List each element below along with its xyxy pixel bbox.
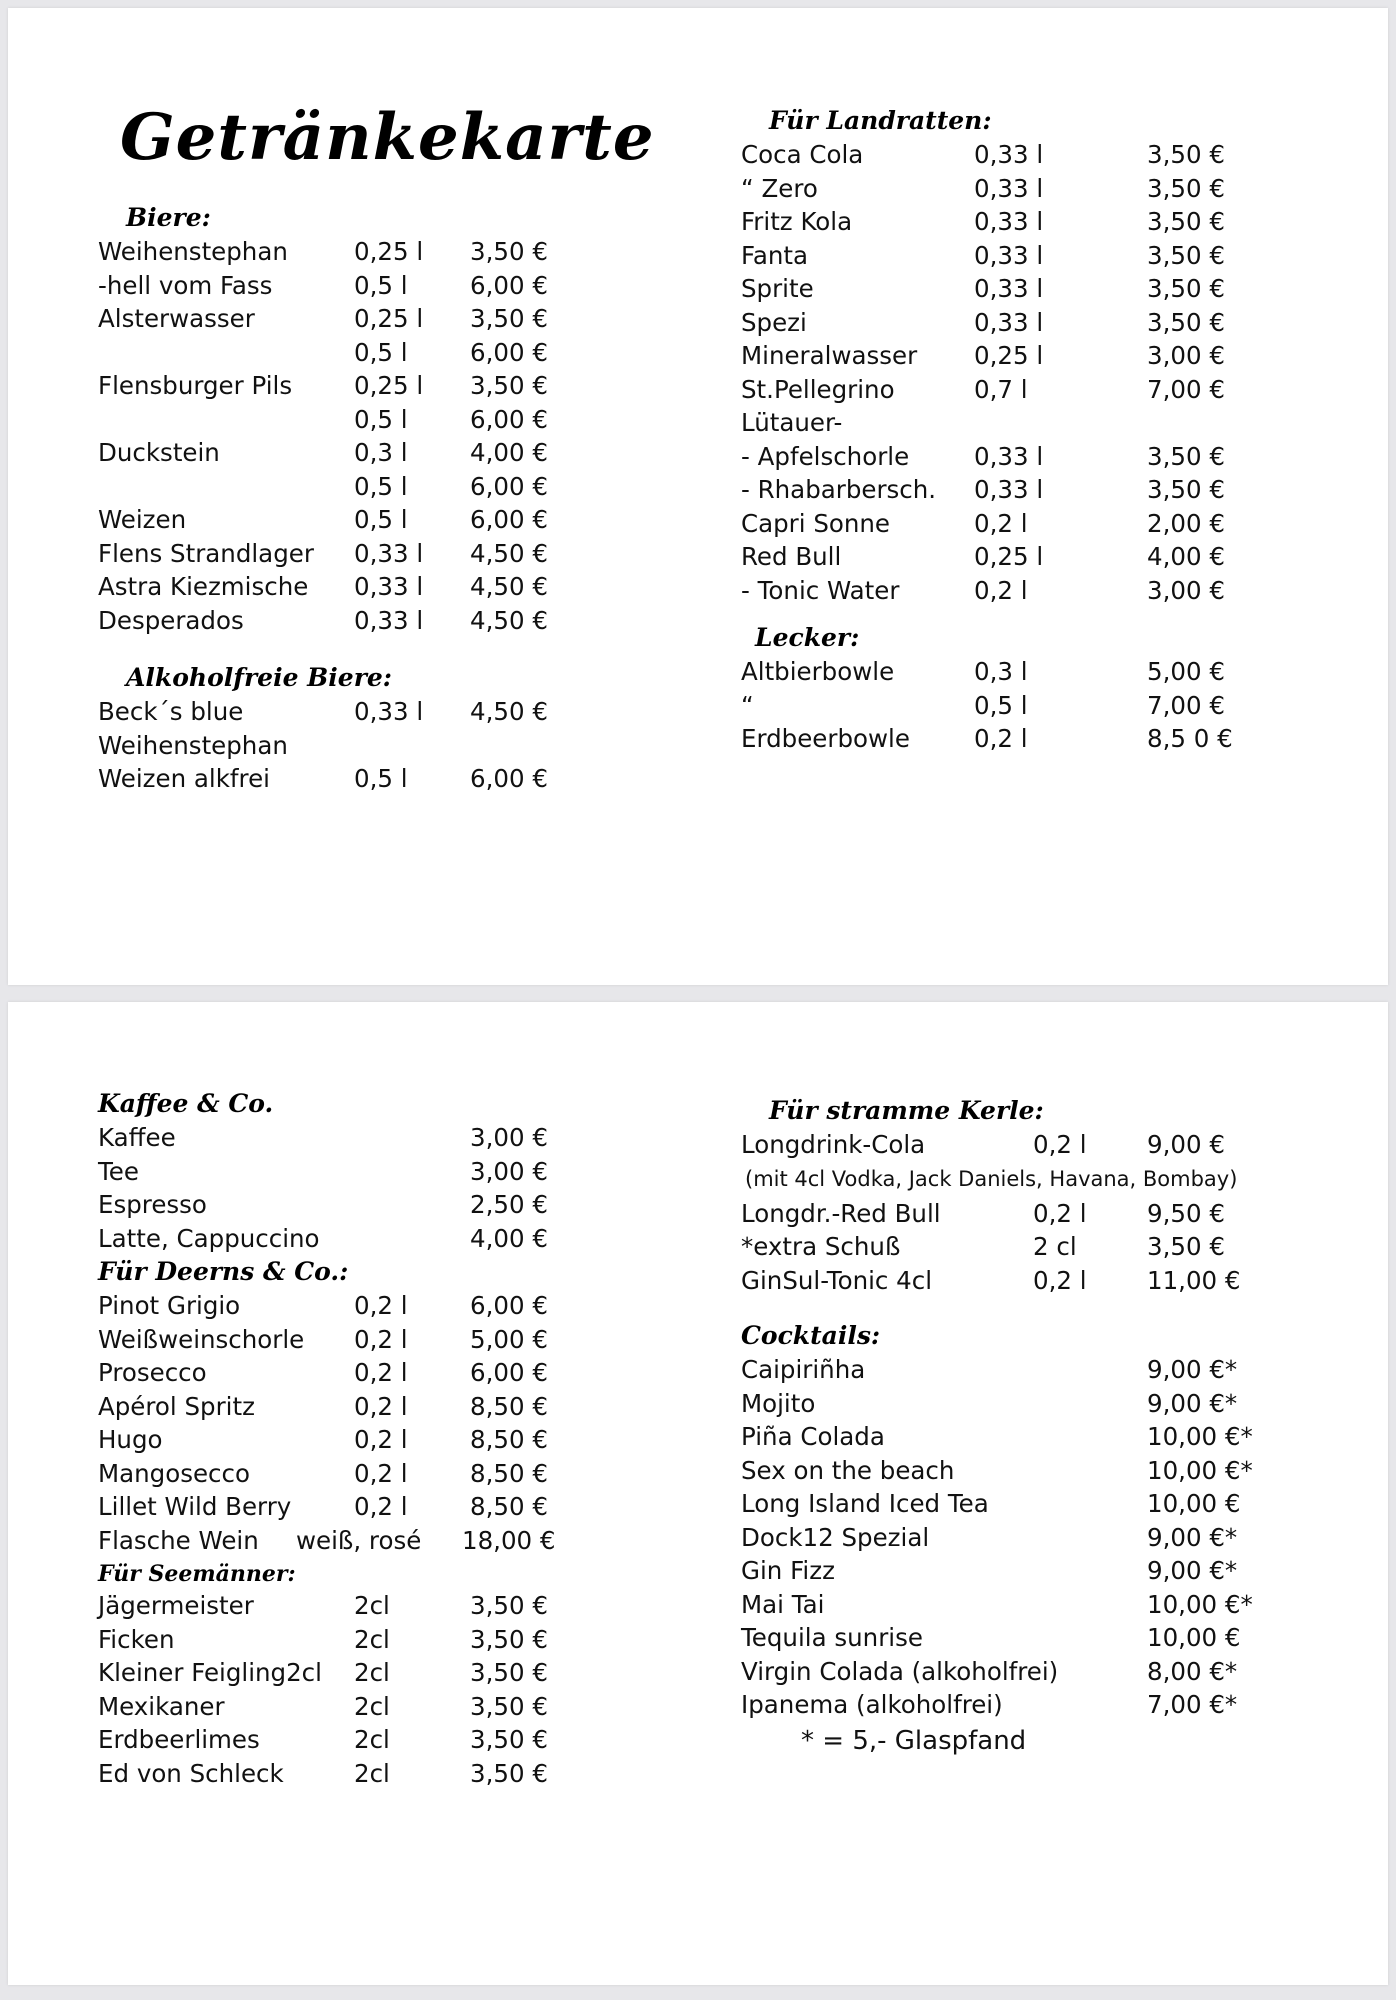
list-item [98,537,658,571]
section-heading-seemaenner: Für Seemänner: [98,1561,296,1587]
item-name: Sprite [741,274,814,303]
item-size: 0,3 l [354,438,408,467]
item-name: - Rhabarbersch. [741,475,937,504]
item-price: 10,00 €* [1147,1422,1253,1451]
list-item [98,1757,658,1791]
item-price: 4,50 € [470,572,548,601]
list-item [98,762,658,796]
item-size: 0,33 l [354,538,424,568]
item-price: 3,50 € [470,304,548,333]
list-item [741,1264,1361,1298]
item-name: Dock12 Spezial [741,1522,930,1552]
item-price: 9,00 € [1147,1130,1225,1159]
cocktails-list [741,1353,1361,1722]
item-name: Weißweinschorle [98,1324,305,1354]
item-name: Mexikaner [98,1691,225,1721]
list-item [98,1690,658,1724]
item-name: Apérol Spritz [98,1391,255,1421]
list-item [98,302,658,336]
list-item [741,1655,1361,1689]
item-name: GinSul-Tonic 4cl [741,1265,933,1295]
item-name: Ficken [98,1624,175,1654]
item-size: 0,5 l [354,404,408,434]
item-price: 9,00 €* [1147,1522,1238,1552]
item-size: 0,2 l [354,1492,408,1521]
item-name: Hugo [98,1425,163,1454]
list-item [741,689,1361,723]
list-item [98,1289,658,1323]
item-price: 3,50 € [1147,274,1225,303]
item-name: Altbierbowle [741,657,895,686]
item-name: Mineralwasser [741,341,918,370]
item-price: 3,50 € [1147,307,1225,337]
list-item [741,473,1361,507]
item-name: Weizen [98,505,187,534]
item-name: Latte, Cappuccino [98,1223,320,1253]
item-name: St.Pellegrino [741,374,895,404]
list-item [98,1155,658,1189]
item-price: 7,00 € [1147,374,1225,404]
item-price: 8,50 € [470,1391,548,1421]
section-heading-landratten: Für Landratten: [769,106,992,135]
item-size: weiß, rosé [296,1525,422,1555]
item-size: 0,2 l [354,1324,408,1354]
right-column-top [741,104,1361,756]
item-size: 0,25 l [354,237,424,266]
item-size: 0,2 l [974,508,1028,538]
item-size: 0,7 l [974,374,1028,404]
list-item [741,272,1361,306]
list-item [741,1621,1361,1655]
list-item [741,1197,1361,1231]
item-size: 0,33 l [974,207,1044,236]
landratten-list [741,138,1361,607]
item-price: 3,50 € [1147,207,1225,236]
list-item [98,1723,658,1757]
item-name: Longdrink-Cola [741,1130,926,1159]
item-price: 9,00 €* [1147,1388,1238,1418]
item-size: 0,33 l [974,307,1044,337]
item-name: “ Zero [741,173,818,203]
list-item [741,138,1361,172]
item-price: 3,50 € [1147,441,1225,471]
item-price: 9,00 €* [1147,1556,1238,1585]
item-name: Spezi [741,307,807,337]
left-column-bottom [98,1087,658,1790]
item-name: Desperados [98,605,244,635]
section-heading-kerle: Für stramme Kerle: [769,1096,1044,1125]
list-item [741,172,1361,206]
list-item [98,1121,658,1155]
item-size: 0,2 l [974,724,1028,753]
item-price: 4,00 € [470,1223,548,1253]
item-name: Sex on the beach [741,1455,955,1485]
item-size: 0,2 l [354,1291,408,1320]
item-size: 0,25 l [974,341,1044,370]
left-column-top [98,201,658,796]
item-name: Mangosecco [98,1458,250,1488]
item-size: 0,5 l [354,471,408,501]
item-price: 6,00 € [470,404,548,434]
kaffee-list [98,1121,658,1255]
item-price: 4,00 € [1147,542,1225,571]
list-item [98,1323,658,1357]
deerns-list [98,1289,658,1524]
item-name: Lütauer- [741,408,843,437]
item-size: 0,2 l [354,1358,408,1387]
item-name: Flens Strandlager [98,538,314,568]
item-price: 3,50 € [470,1624,548,1654]
list-item [98,1222,658,1256]
item-size: 0,33 l [354,605,424,635]
item-price: 4,50 € [470,538,548,568]
item-size: 2cl [354,1725,390,1754]
list-item [741,339,1361,373]
item-price: 8,5 0 € [1147,724,1233,753]
item-price: 5,00 € [470,1324,548,1354]
item-size: 2cl [354,1758,390,1788]
item-price: 3,50 € [470,1725,548,1754]
list-item [741,1521,1361,1555]
list-item [741,1420,1361,1454]
list-item [741,655,1361,689]
item-name: Astra Kiezmische [98,572,309,601]
item-price: 3,00 € [470,1123,548,1152]
list-item [98,1656,658,1690]
item-price: 8,00 €* [1147,1656,1238,1686]
item-size: 0,25 l [974,542,1044,571]
item-price: 6,00 € [470,1358,548,1387]
item-size: 0,3 l [974,657,1028,686]
item-name: Mojito [741,1388,816,1418]
list-item [98,1356,658,1390]
item-price: 10,00 € [1147,1623,1241,1652]
list-item [98,695,658,729]
item-name: Ed von Schleck [98,1758,284,1788]
item-price: 3,50 € [470,1658,548,1687]
list-item [741,1454,1361,1488]
list-item [741,440,1361,474]
item-name: Red Bull [741,542,842,571]
item-size: 0,33 l [354,572,424,601]
item-price: 10,00 € [1147,1489,1241,1518]
item-size: 2cl [354,1624,390,1654]
item-name: Duckstein [98,438,220,467]
list-item [741,373,1361,407]
item-price: 18,00 € [462,1525,556,1555]
item-price: 3,00 € [1147,575,1225,605]
item-size: 2 cl [1033,1232,1077,1261]
list-item [98,503,658,537]
item-name: Ipanema (alkoholfrei) [741,1690,1003,1719]
list-item [741,1128,1361,1162]
list-item [741,540,1361,574]
item-price: 8,50 € [470,1425,548,1454]
list-item [98,729,658,763]
list-item [98,235,658,269]
item-price: 2,00 € [1147,508,1225,538]
list-item [741,1588,1361,1622]
item-name: Mai Tai [741,1589,825,1619]
item-price: 6,00 € [470,337,548,367]
item-price: 3,00 € [470,1156,548,1186]
item-price: 6,00 € [470,270,548,300]
item-price: 3,50 € [470,1691,548,1721]
item-size: 0,33 l [974,240,1044,270]
list-item [98,570,658,604]
list-item [98,1623,658,1657]
item-size: 2cl [354,1658,390,1687]
list-item [741,1554,1361,1588]
item-name: *extra Schuß [741,1232,901,1261]
menu-title: Getränkekarte [120,100,655,175]
item-price: 8,50 € [470,1492,548,1521]
item-name: Alsterwasser [98,304,255,333]
item-name: Longdr.-Red Bull [741,1198,941,1228]
section-heading-alkoholfrei: Alkoholfreie Biere: [126,663,393,692]
item-name: Jägermeister [98,1591,254,1620]
item-price: 6,00 € [470,471,548,501]
item-size: 0,33 l [974,173,1044,203]
item-size: 0,33 l [974,441,1044,471]
item-name: Tequila sunrise [741,1623,923,1652]
item-name: Coca Cola [741,140,864,169]
seemaenner-list [98,1589,658,1790]
longdrink-note: (mit 4cl Vodka, Jack Daniels, Havana, Bombay) [745,1166,1238,1191]
list-item [98,403,658,437]
list-item [98,1390,658,1424]
item-size: 0,2 l [354,1458,408,1488]
item-name: Weihenstephan [98,730,288,760]
item-name: -hell vom Fass [98,270,273,300]
item-size: 0,33 l [974,274,1044,303]
item-name: Lillet Wild Berry [98,1492,292,1521]
item-price: 6,00 € [470,505,548,534]
section-heading-biere: Biere: [126,203,211,232]
list-item [741,1688,1361,1722]
item-size: 0,25 l [354,371,424,400]
item-price: 9,50 € [1147,1198,1225,1228]
item-name: Kleiner Feigling2cl [98,1658,322,1687]
item-name: Capri Sonne [741,508,891,538]
item-name: Long Island Iced Tea [741,1489,989,1518]
item-size: 0,33 l [974,475,1044,504]
item-price: 9,00 €* [1147,1355,1238,1384]
item-size: 0,2 l [354,1391,408,1421]
list-item [741,1387,1361,1421]
list-item [98,1524,658,1558]
list-item [98,1423,658,1457]
item-name: Flensburger Pils [98,371,293,400]
item-price: 10,00 €* [1147,1589,1253,1619]
item-size: 0,2 l [1033,1130,1087,1159]
item-price: 3,50 € [1147,1232,1225,1261]
list-item [98,1188,658,1222]
item-name: Espresso [98,1190,207,1219]
item-price: 2,50 € [470,1190,548,1219]
list-item [98,1589,658,1623]
item-size: 2cl [354,1591,390,1620]
item-name: Beck´s blue [98,697,244,726]
menu-page-1 [8,8,1388,985]
list-item [741,722,1361,756]
item-size: 0,2 l [1033,1198,1087,1228]
right-column-bottom [741,1094,1361,1760]
item-price: 3,50 € [470,1591,548,1620]
item-price: 3,50 € [1147,140,1225,169]
item-name: Caipiriñha [741,1355,866,1384]
item-size: 0,5 l [354,505,408,534]
list-item [741,507,1361,541]
list-item [98,604,658,638]
list-item [741,406,1361,440]
item-name: Fritz Kola [741,207,853,236]
item-price: 4,00 € [470,438,548,467]
lecker-list [741,655,1361,756]
item-name: Erdbeerlimes [98,1725,260,1754]
glaspfand-footnote: * = 5,- Glaspfand [801,1725,1027,1756]
list-item [741,1487,1361,1521]
section-heading-kaffee: Kaffee & Co. [98,1089,274,1118]
item-size: 2cl [354,1691,390,1721]
section-heading-lecker: Lecker: [755,623,860,652]
alkoholfrei-list [98,695,658,796]
item-size: 0,2 l [354,1425,408,1454]
item-price: 6,00 € [470,1291,548,1320]
section-heading-deerns: Für Deerns & Co.: [98,1257,349,1286]
list-item [741,239,1361,273]
item-size: 0,33 l [354,697,424,726]
item-name: - Apfelschorle [741,441,910,471]
item-price: 3,50 € [1147,173,1225,203]
item-price: 3,50 € [470,371,548,400]
item-name: Fanta [741,240,809,270]
list-item [741,574,1361,608]
item-size: 0,5 l [354,270,408,300]
item-price: 3,00 € [1147,341,1225,370]
item-size: 0,2 l [1033,1265,1087,1295]
item-size: 0,5 l [354,337,408,367]
item-name: “ [741,690,754,720]
item-size: 0,25 l [354,304,424,333]
item-name: - Tonic Water [741,575,900,605]
section-heading-cocktails: Cocktails: [741,1321,881,1350]
list-item [741,1230,1361,1264]
list-item [98,470,658,504]
item-name: Pinot Grigio [98,1291,241,1320]
item-price: 4,50 € [470,605,548,635]
item-name: Flasche Wein [98,1525,259,1555]
list-item [741,1353,1361,1387]
item-name: Virgin Colada (alkoholfrei) [741,1656,1059,1686]
kerle-list [741,1197,1361,1298]
list-item [98,436,658,470]
item-price: 3,50 € [1147,240,1225,270]
item-price: 3,50 € [470,1758,548,1788]
item-price: 10,00 €* [1147,1455,1253,1485]
item-name: Piña Colada [741,1422,885,1451]
item-price: 11,00 € [1147,1265,1241,1295]
item-price: 8,50 € [470,1458,548,1488]
biere-list [98,235,658,637]
list-item [98,1457,658,1491]
item-name: Weihenstephan [98,237,288,266]
menu-page-2 [8,1002,1388,1985]
list-item [98,369,658,403]
item-price: 7,00 €* [1147,1690,1238,1719]
item-price: 7,00 € [1147,690,1225,720]
item-name: Kaffee [98,1123,176,1152]
item-price: 6,00 € [470,764,548,793]
item-name: Weizen alkfrei [98,764,270,793]
item-price: 5,00 € [1147,657,1225,686]
item-size: 0,2 l [974,575,1028,605]
item-size: 0,5 l [354,764,408,793]
list-item [98,269,658,303]
list-item [741,205,1361,239]
list-item [741,306,1361,340]
item-name: Erdbeerbowle [741,724,910,753]
item-price: 3,50 € [1147,475,1225,504]
list-item [98,336,658,370]
item-price: 3,50 € [470,237,548,266]
item-size: 0,33 l [974,140,1044,169]
item-name: Tee [98,1156,139,1186]
list-item [98,1490,658,1524]
item-size: 0,5 l [974,690,1028,720]
item-name: Gin Fizz [741,1556,835,1585]
item-price: 4,50 € [470,697,548,726]
item-name: Prosecco [98,1358,207,1387]
